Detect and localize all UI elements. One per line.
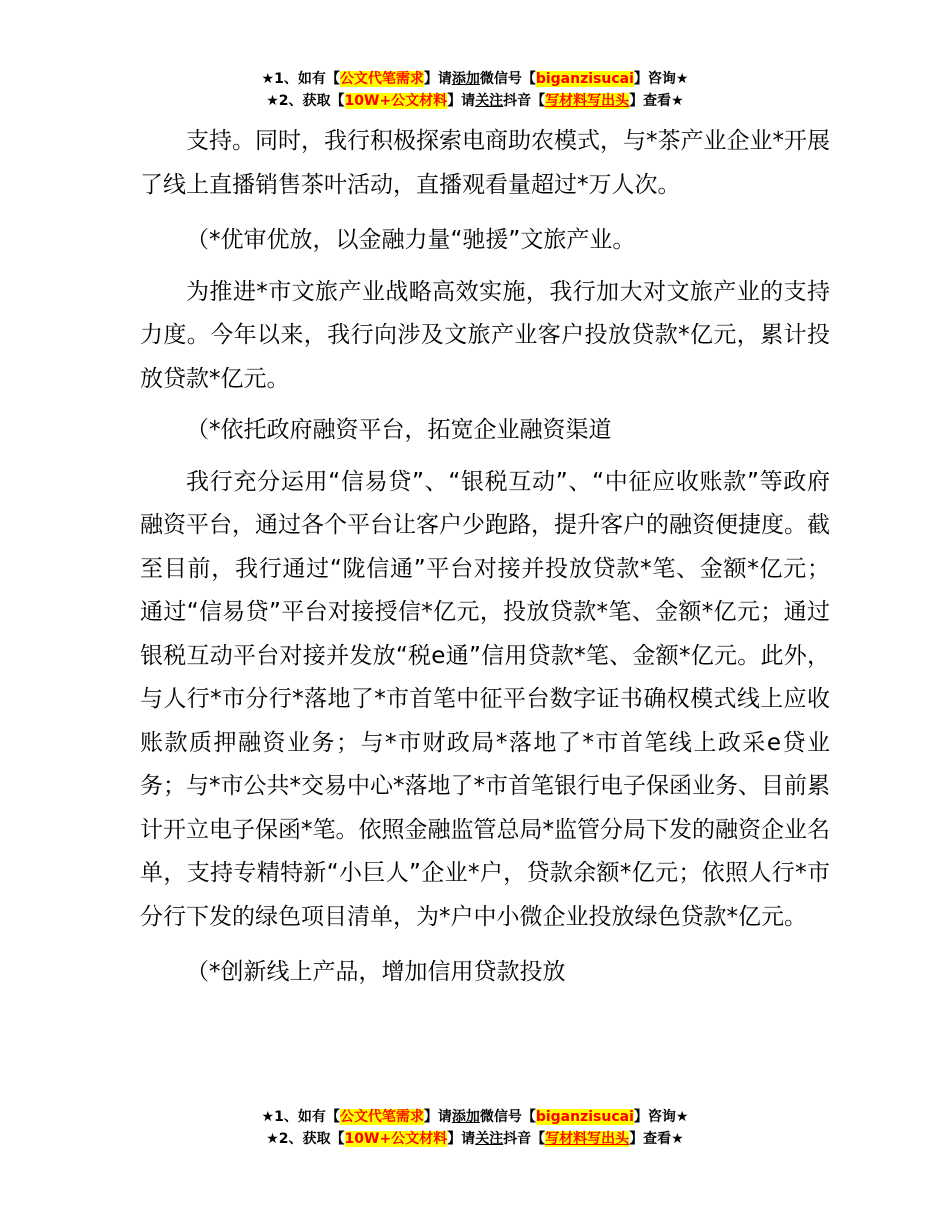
banner-line-2 — [0, 1128, 950, 1150]
banner-line-1 — [0, 1106, 950, 1128]
body-paragraph: 为推进*市文旅产业战略高效实施，我行加大对文旅产业的支持力度。今年以来，我行向涉及文旅产业客户投放贷款*亿元，累计投放贷款*亿元。 — [140, 278, 830, 392]
banner-text: ★1、如有【 — [261, 71, 340, 87]
banner-text: 微信号【 — [479, 1109, 536, 1125]
banner-text: 】查看★ — [629, 1131, 684, 1147]
section-heading: （*优审优放，以金融力量“驰援”文旅产业。 — [186, 227, 636, 253]
banner-highlight: 公文代笔需求 — [339, 71, 424, 87]
section-heading: （*依托政府融资平台，拓宽企业融资渠道 — [186, 417, 612, 443]
banner-highlight: 公文代笔需求 — [339, 1109, 424, 1125]
banner-highlight: biganzisucai — [535, 1109, 634, 1125]
banner-underline: 添加 — [451, 1109, 480, 1125]
banner-underline: 关注 — [475, 93, 504, 109]
banner-highlight: 10W+公文材料 — [344, 93, 448, 109]
banner-text: 】请 — [447, 93, 476, 109]
banner-text: 抖音【 — [503, 1131, 546, 1147]
banner-highlight: 10W+公文材料 — [344, 1131, 448, 1147]
banner-underline: 关注 — [475, 1131, 504, 1147]
banner-highlight: biganzisucai — [535, 71, 634, 87]
banner-text: 】查看★ — [629, 93, 684, 109]
banner-text: ★1、如有【 — [261, 1109, 340, 1125]
document-body — [140, 120, 830, 995]
body-paragraph: 支持。同时，我行积极探索电商助农模式，与*茶产业企业*开展了线上直播销售茶叶活动，直播观看量超过*万人次。 — [140, 128, 830, 198]
body-paragraph: 我行充分运用“信易贷”、“银税互动”、“中征应收账款”等政府融资平台，通过各个平台让客户少跑路，提升客户的融资便捷度。截至目前，我行通过“陇信通”平台对接并投放贷款*笔、金额*亿元；通过“信易贷”平台对接授信*亿元，投放贷款*笔、金额*亿元；通过银税互动平台对接并发放“税e通”信用贷款*笔、金额*亿元。此外，与人行*市分行*落地了*市首笔中征平台数字证书确权模式线上应收账款质押融资业务；与*市财政局*落地了*市首笔线上政采e贷业务；与*市公共*交易中心*落地了*市首笔银行电子保函业务、目前累计开立电子保函*笔。依照金融监管总局*监管分局下发的融资企业名单，支持专精特新“小巨人”企业*户，贷款余额*亿元；依照人行*市分行下发的绿色项目清单，为*户中小微企业投放绿色贷款*亿元。 — [140, 468, 830, 930]
banner-text: ★2、获取【 — [266, 1131, 345, 1147]
banner-highlight: 写材料写出头 — [545, 93, 630, 109]
banner-text: 】请 — [423, 71, 452, 87]
banner-text: 】咨询★ — [633, 1109, 689, 1125]
banner-highlight: 写材料写出头 — [545, 1131, 630, 1147]
footer-banner — [0, 1106, 950, 1150]
header-banner — [0, 68, 950, 112]
banner-line-2 — [0, 90, 950, 112]
banner-text: ★2、获取【 — [266, 93, 345, 109]
banner-text: 微信号【 — [479, 71, 536, 87]
banner-text: 】咨询★ — [633, 71, 689, 87]
section-heading: （*创新线上产品，增加信用贷款投放 — [186, 959, 566, 985]
banner-text: 】请 — [447, 1131, 476, 1147]
banner-underline: 添加 — [451, 71, 480, 87]
banner-text: 抖音【 — [503, 93, 546, 109]
banner-text: 】请 — [423, 1109, 452, 1125]
banner-line-1 — [0, 68, 950, 90]
